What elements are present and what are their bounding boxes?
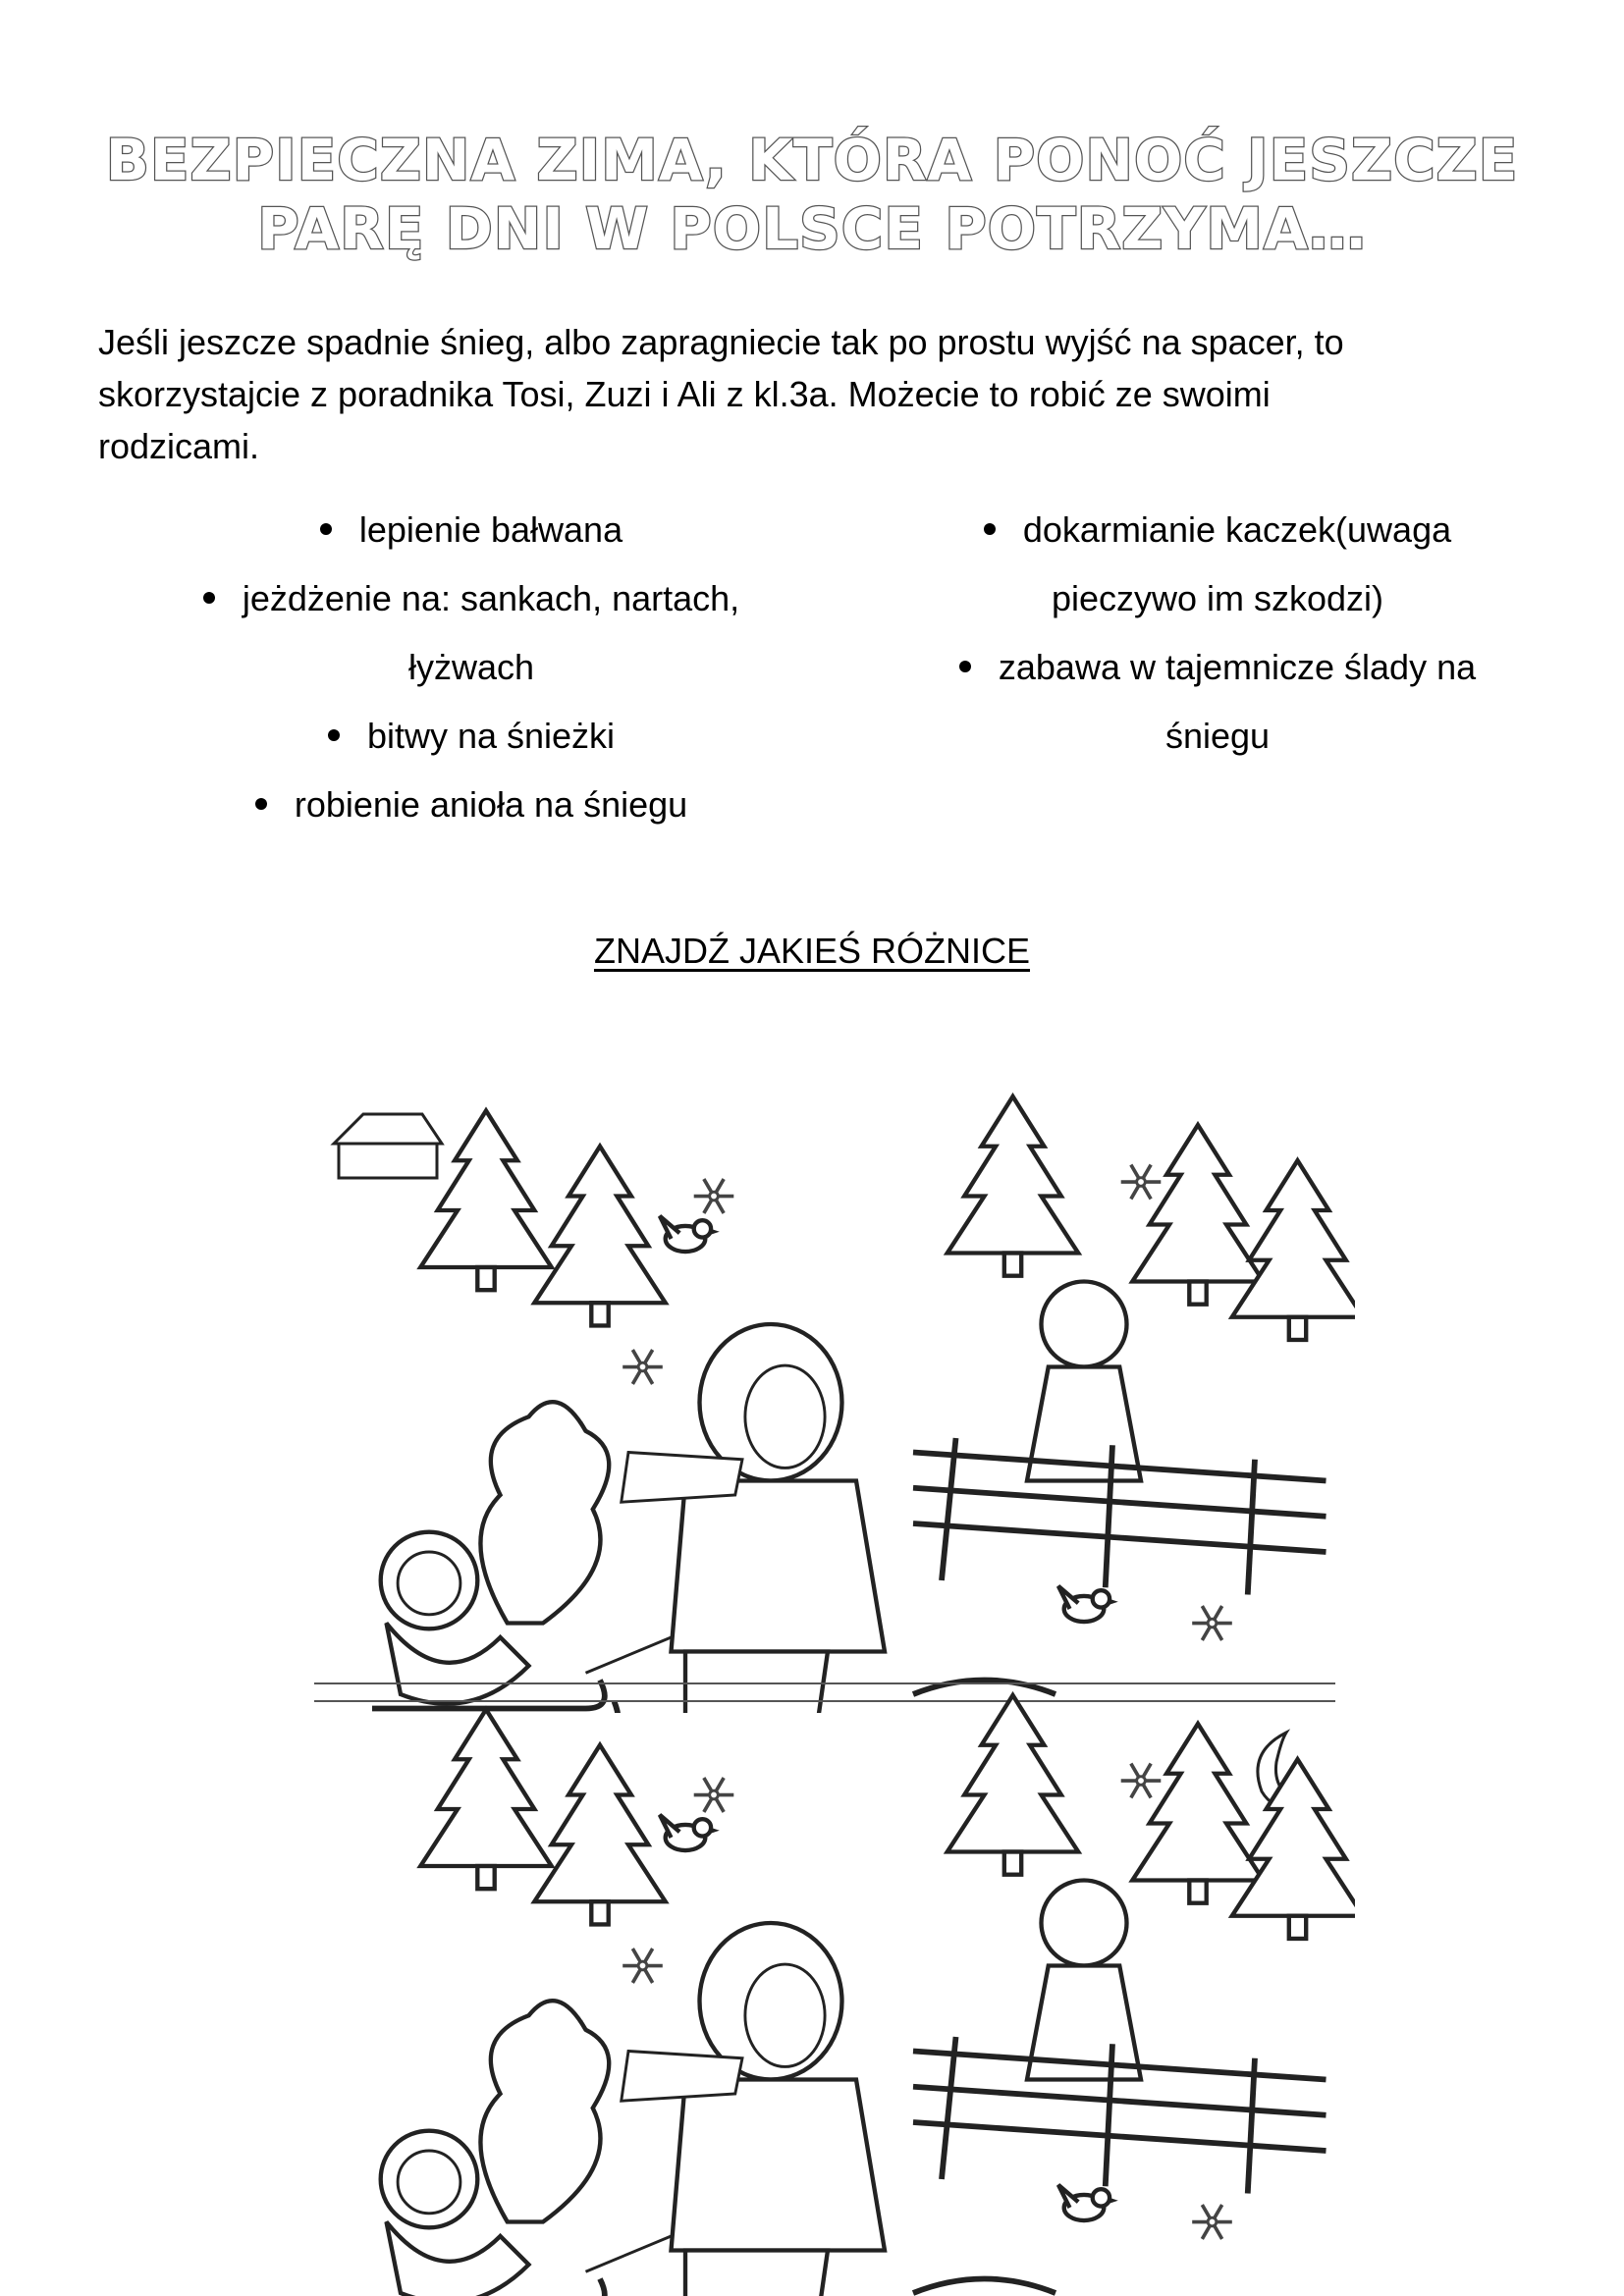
- list-item-text: łyżwach: [407, 647, 535, 687]
- spot-the-difference-illustration: [314, 1065, 1355, 2296]
- bullet-icon: [320, 523, 332, 535]
- intro-line-3: rodzicami.: [98, 426, 260, 466]
- bullet-icon: [959, 661, 971, 672]
- bullet-icon: [984, 523, 996, 535]
- list-item-text: pieczywo im szkodzi): [1051, 578, 1384, 618]
- intro-line-1: Jeśli jeszcze spadnie śnieg, albo zapragniecie tak po prostu wyjść na spacer, to: [98, 322, 1344, 362]
- bullet-icon: [203, 592, 215, 604]
- list-item: [874, 633, 1561, 702]
- puzzle-heading: ZNAJDŹ JAKIEŚ RÓŻNICE: [593, 931, 1031, 971]
- list-item-text: śniegu: [1164, 716, 1271, 756]
- list-item-text: lepienie bałwana: [358, 509, 623, 550]
- title-line-1: BEZPIECZNA ZIMA, KTÓRA PONOĆ JESZCZE: [105, 127, 1519, 193]
- list-item-text: robienie anioła na śniegu: [294, 784, 688, 825]
- page-title: [98, 126, 1526, 263]
- list-item-continuation: [128, 633, 815, 702]
- bullet-icon: [328, 729, 340, 741]
- list-item: [128, 564, 815, 633]
- list-item: [128, 496, 815, 564]
- activities-list-right: [874, 496, 1561, 771]
- bullet-icon: [255, 798, 267, 810]
- list-item-continuation: [874, 564, 1561, 633]
- intro-line-2: skorzystajcie z poradnika Tosi, Zuzi i Ali z kl.3a. Możecie to robić ze swoimi: [98, 374, 1271, 414]
- picture-bottom: [324, 1695, 1355, 2296]
- intro-paragraph: [98, 316, 1492, 472]
- title-line-2: PARĘ DNI W POLSCE POTRZYMA…: [257, 195, 1367, 262]
- list-item-continuation: [874, 702, 1561, 771]
- list-item-text: dokarmianie kaczek(uwaga: [1022, 509, 1452, 550]
- list-item: [128, 771, 815, 839]
- list-item-text: bitwy na śnieżki: [366, 716, 616, 756]
- list-item: [874, 496, 1561, 564]
- list-item-text: jeżdżenie na: sankach, nartach,: [242, 578, 740, 618]
- list-item: [128, 702, 815, 771]
- picture-top: [324, 1085, 1355, 1780]
- activities-list-left: [128, 496, 815, 839]
- list-item-text: zabawa w tajemnicze ślady na: [998, 647, 1477, 687]
